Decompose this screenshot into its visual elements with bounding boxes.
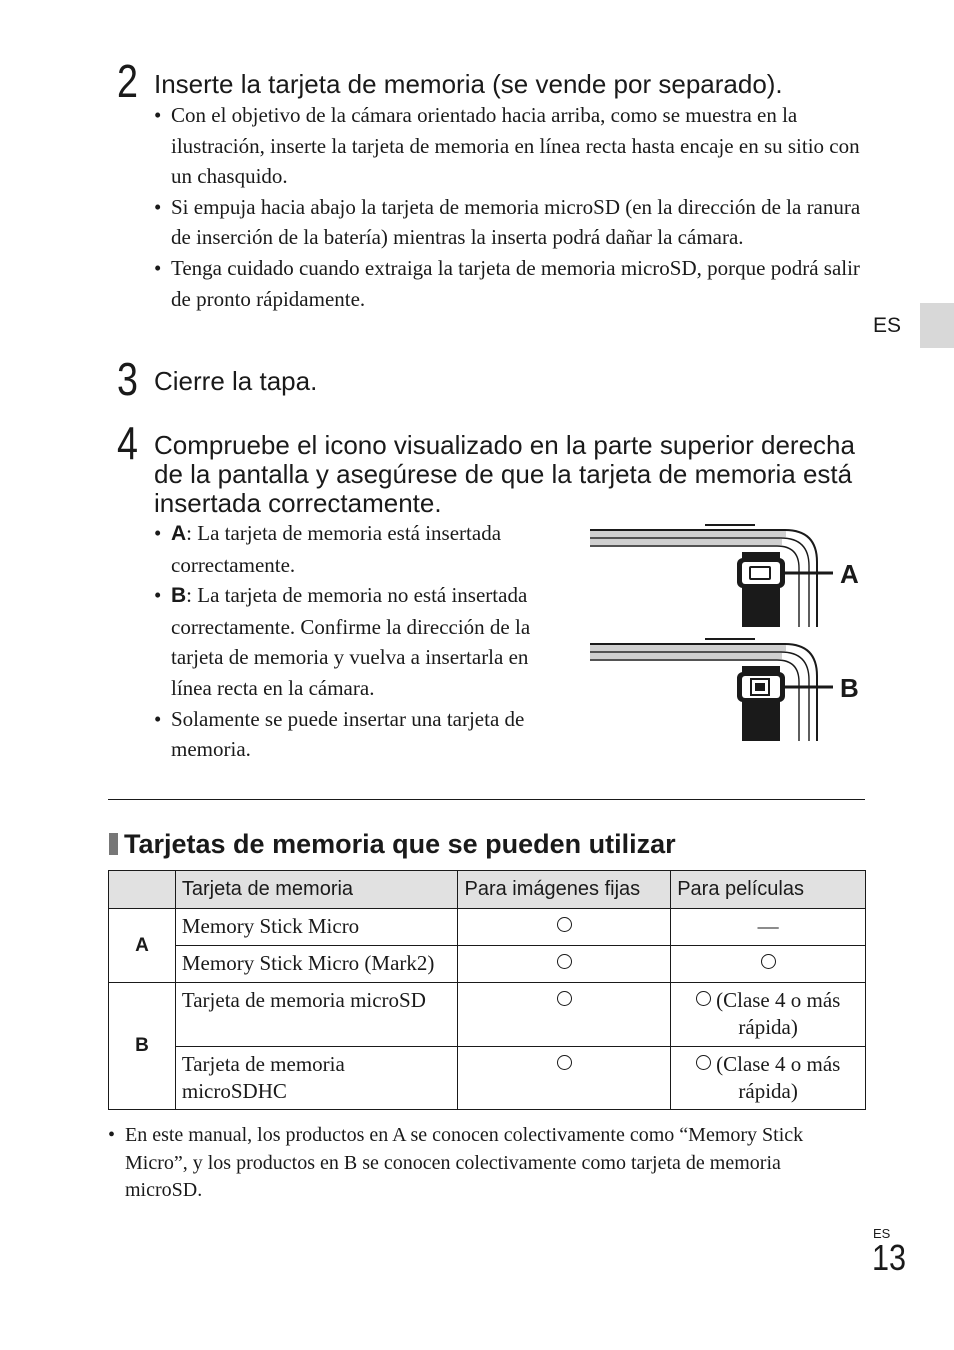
table-header-cell: Para imágenes fijas — [458, 871, 671, 909]
supported-icon — [557, 1055, 572, 1070]
step-2-title: Inserte la tarjeta de memoria (se vende por separado). — [154, 69, 783, 99]
figure-label-b: B — [840, 673, 859, 703]
language-tab-label: ES — [873, 314, 902, 337]
still-support-cell — [458, 983, 671, 1047]
step-2-bullets — [154, 100, 864, 314]
list-item: • B: La tarjeta de memoria no está insertada correctamente. Confirme la dirección de la tarjeta de memoria y vuelva a insertarla en línea recta en la cámara. — [154, 583, 531, 700]
screen-corner-a — [590, 525, 833, 627]
card-icon-illustration — [585, 522, 875, 747]
table-row — [109, 983, 866, 1047]
still-support-cell — [458, 909, 671, 946]
figure-label-a: A — [840, 559, 859, 589]
table-header-cell: Tarjeta de memoria — [175, 871, 458, 909]
step-2-number: 2 — [117, 55, 138, 107]
list-item: • En este manual, los productos en A se conocen colectivamente como “Memory Stick Micro”, y los productos en B se conocen colectivamente como tarjeta de memoria microSD. — [108, 1124, 804, 1201]
card-name-cell: Memory Stick Micro — [175, 909, 458, 946]
section-marker-icon — [109, 833, 118, 855]
memory-card-table — [108, 870, 866, 1110]
card-name-cell: Tarjeta de memoria microSD — [175, 983, 458, 1047]
category-cell: B — [109, 983, 176, 1110]
supported-icon — [557, 991, 572, 1006]
supported-icon — [557, 917, 572, 932]
table-row — [109, 909, 866, 946]
table-header-cell — [109, 871, 176, 909]
movie-support-cell: (Clase 4 o más rápida) — [671, 983, 866, 1047]
footer-language: ES — [873, 1226, 891, 1241]
table-row — [109, 946, 866, 983]
card-name-cell: Memory Stick Micro (Mark2) — [175, 946, 458, 983]
language-tab — [920, 303, 954, 348]
supported-icon — [696, 991, 711, 1006]
table-header-cell: Para películas — [671, 871, 866, 909]
still-support-cell — [458, 1047, 671, 1110]
list-item: • Tenga cuidado cuando extraiga la tarjeta de memoria microSD, porque podrá salir de pronto rápidamente. — [154, 255, 860, 311]
footnote — [108, 1122, 848, 1205]
table-row — [109, 1047, 866, 1110]
step-4-title: Compruebe el icono visualizado en la parte superior derecha de la pantalla y asegúrese de que la tarjeta de memoria está insertada correctamente. — [154, 430, 855, 518]
section-divider — [108, 799, 865, 800]
section-title: Tarjetas de memoria que se pueden utilizar — [109, 828, 676, 860]
card-name-cell: Tarjeta de memoria microSDHC — [175, 1047, 458, 1110]
movie-support-cell: — — [671, 909, 866, 946]
supported-icon — [761, 954, 776, 969]
list-item: • Solamente se puede insertar una tarjeta de memoria. — [154, 706, 525, 762]
still-support-cell — [458, 946, 671, 983]
supported-icon — [557, 954, 572, 969]
step-3-number: 3 — [117, 353, 138, 405]
list-item: • Si empuja hacia abajo la tarjeta de memoria microSD (en la dirección de la ranura de inserción de la batería) mientras la inserta podrá dañar la cámara. — [154, 194, 861, 250]
list-item: • A: La tarjeta de memoria está insertada correctamente. — [154, 521, 502, 577]
category-cell: A — [109, 909, 176, 983]
screen-corner-b — [590, 639, 833, 741]
movie-support-cell — [671, 946, 866, 983]
step-4-bullets — [154, 518, 554, 765]
list-item: • Con el objetivo de la cámara orientado hacia arriba, como se muestra en la ilustración, inserte la tarjeta de memoria en línea recta hasta encaje en su sitio con un chasquido. — [154, 103, 860, 189]
step-4-number: 4 — [117, 417, 138, 469]
table-header-row — [109, 871, 866, 909]
step-3-title: Cierre la tapa. — [154, 366, 318, 396]
supported-icon — [696, 1055, 711, 1070]
page-number: 13 — [872, 1237, 907, 1278]
movie-support-cell: (Clase 4 o más rápida) — [671, 1047, 866, 1110]
